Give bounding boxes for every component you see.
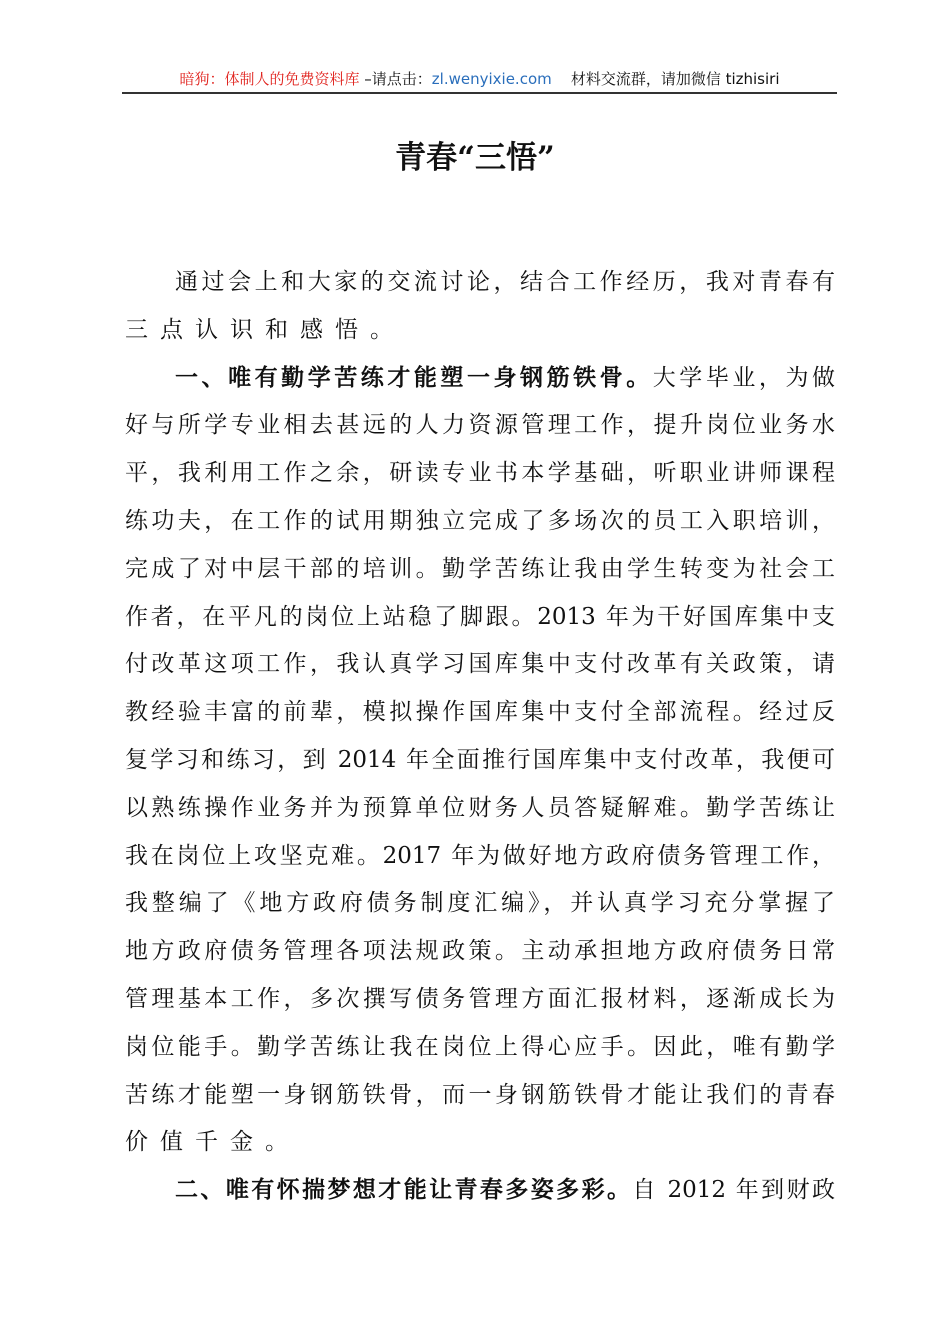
section-heading: 一、唯有勤学苦练才能塑一身钢筋铁骨。 bbox=[175, 364, 653, 391]
header-site-name: 暗狗：体制人的免费资料库 bbox=[179, 70, 360, 88]
text-line: 管理基本工作，多次撰写债务管理方面汇报材料，逐渐成长为 bbox=[125, 985, 835, 1012]
text-line: 付改革这项工作，我认真学习国库集中支付改革有关政策，请 bbox=[125, 651, 835, 678]
text-line: 岗位能手。勤学苦练让我在岗位上得心应手。因此，唯有勤学 bbox=[125, 1033, 835, 1060]
text-line: 练功夫，在工作的试用期独立完成了多场次的员工入职培训， bbox=[125, 507, 835, 534]
text-span: 大学毕业，为做 bbox=[652, 364, 836, 391]
text-line: 三点认识和感悟。 bbox=[125, 316, 405, 343]
text-span: 自 2012 年到财政 bbox=[632, 1177, 836, 1204]
section-heading-line bbox=[125, 1170, 835, 1218]
text-line: 地方政府债务管理各项法规政策。主动承担地方政府债务日常 bbox=[125, 938, 835, 965]
document-title: 青春“三悟” bbox=[395, 140, 555, 176]
header-link[interactable]: zl.wenyixie.com bbox=[431, 70, 552, 88]
text-line: 苦练才能塑一身钢筋铁骨，而一身钢筋铁骨才能让我们的青春 bbox=[125, 1081, 835, 1108]
text-line: 我整编了《地方政府债务制度汇编》，并认真学习充分掌握了 bbox=[125, 890, 835, 917]
header-divider bbox=[122, 92, 837, 94]
text-line: 完成了对中层干部的培训。勤学苦练让我由学生转变为社会工 bbox=[125, 555, 835, 582]
section-heading-line bbox=[125, 358, 835, 406]
text-line: 价值千金。 bbox=[125, 1129, 300, 1156]
text-line: 平，我利用工作之余，研读专业书本学基础，听职业讲师课程 bbox=[125, 460, 835, 487]
text-line: 以熟练操作业务并为预算单位财务人员答疑解难。勤学苦练让 bbox=[125, 794, 835, 821]
section-heading: 二、唯有怀揣梦想才能让青春多姿多彩。 bbox=[175, 1177, 633, 1204]
document-body bbox=[125, 262, 835, 1218]
header-click-prompt: –请点击： bbox=[359, 70, 432, 88]
text-line: 好与所学专业相去甚远的人力资源管理工作，提升岗位业务水 bbox=[125, 412, 835, 439]
text-line: 作者，在平凡的岗位上站稳了脚跟。2013 年为干好国库集中支 bbox=[125, 603, 835, 630]
text-line: 教经验丰富的前辈，模拟操作国库集中支付全部流程。经过反 bbox=[125, 699, 835, 726]
page-header bbox=[122, 68, 837, 92]
text-line: 我在岗位上攻坚克难。2017 年为做好地方政府债务管理工作， bbox=[125, 842, 835, 869]
text-line: 通过会上和大家的交流讨论，结合工作经历，我对青春有 bbox=[175, 269, 835, 295]
text-line: 复学习和练习，到 2014 年全面推行国库集中支付改革，我便可 bbox=[125, 746, 835, 773]
header-contact: 材料交流群，请加微信 tizhisiri bbox=[570, 70, 780, 88]
